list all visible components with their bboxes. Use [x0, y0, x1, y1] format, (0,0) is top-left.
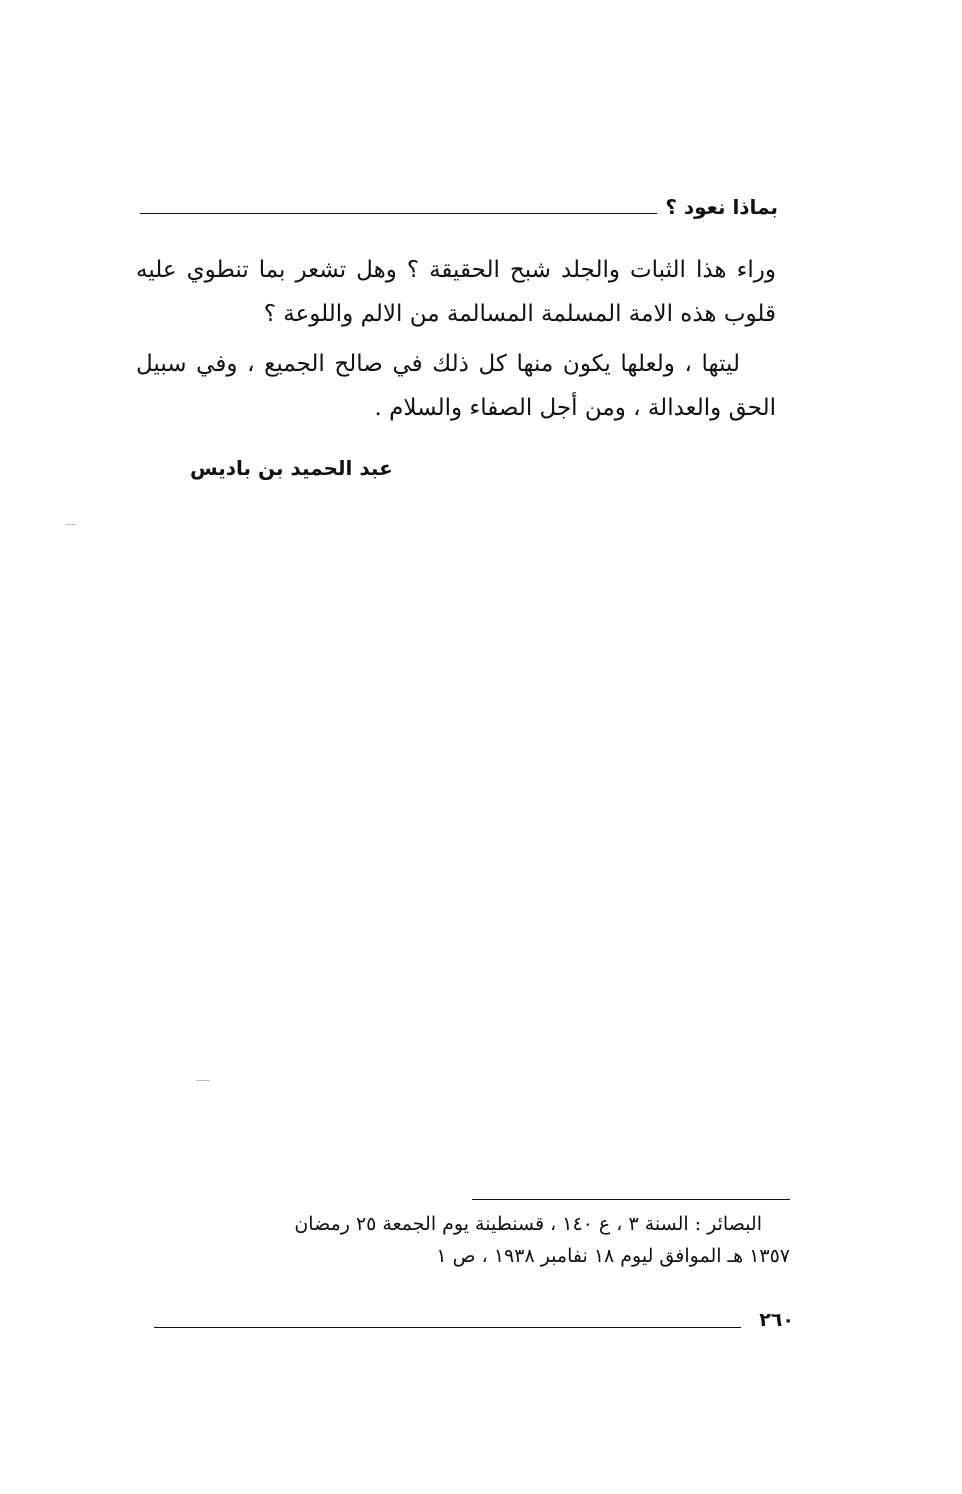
- article-body: [136, 248, 776, 430]
- footnote: [150, 1208, 790, 1272]
- running-header: [140, 184, 778, 220]
- header-rule: [140, 213, 657, 214]
- footnote-line-2: ١٣٥٧ هـ الموافق ليوم ١٨ نفامبر ١٩٣٨ ، ص ١: [436, 1245, 790, 1267]
- scan-speck: [196, 1080, 210, 1081]
- paragraph-2: ليتها ، ولعلها يكون منها كل ذلك في صالح الجميع ، وفي سبيل الحق والعدالة ، ومن أجل الصفاء والسلام .: [136, 351, 776, 421]
- footnote-rule: [472, 1199, 790, 1200]
- author-signature: عبد الحميد بن باديس: [190, 456, 393, 480]
- paragraph-1: وراء هذا الثبات والجلد شبح الحقيقة ؟ وهل تشعر بما تنطوي عليه قلوب هذه الامة المسلمة المسالمة من الالم واللوعة ؟: [136, 257, 776, 327]
- footer-rule: [154, 1327, 741, 1328]
- footnote-line-1: البصائر : السنة ٣ ، ع ١٤٠ ، قسنطينة يوم الجمعة ٢٥ رمضان: [294, 1213, 762, 1235]
- running-title: بماذا نعود ؟: [665, 195, 778, 219]
- scan-speck: [66, 524, 76, 525]
- page-number: ٢٦٠: [759, 1309, 794, 1331]
- page-footer: [154, 1300, 794, 1332]
